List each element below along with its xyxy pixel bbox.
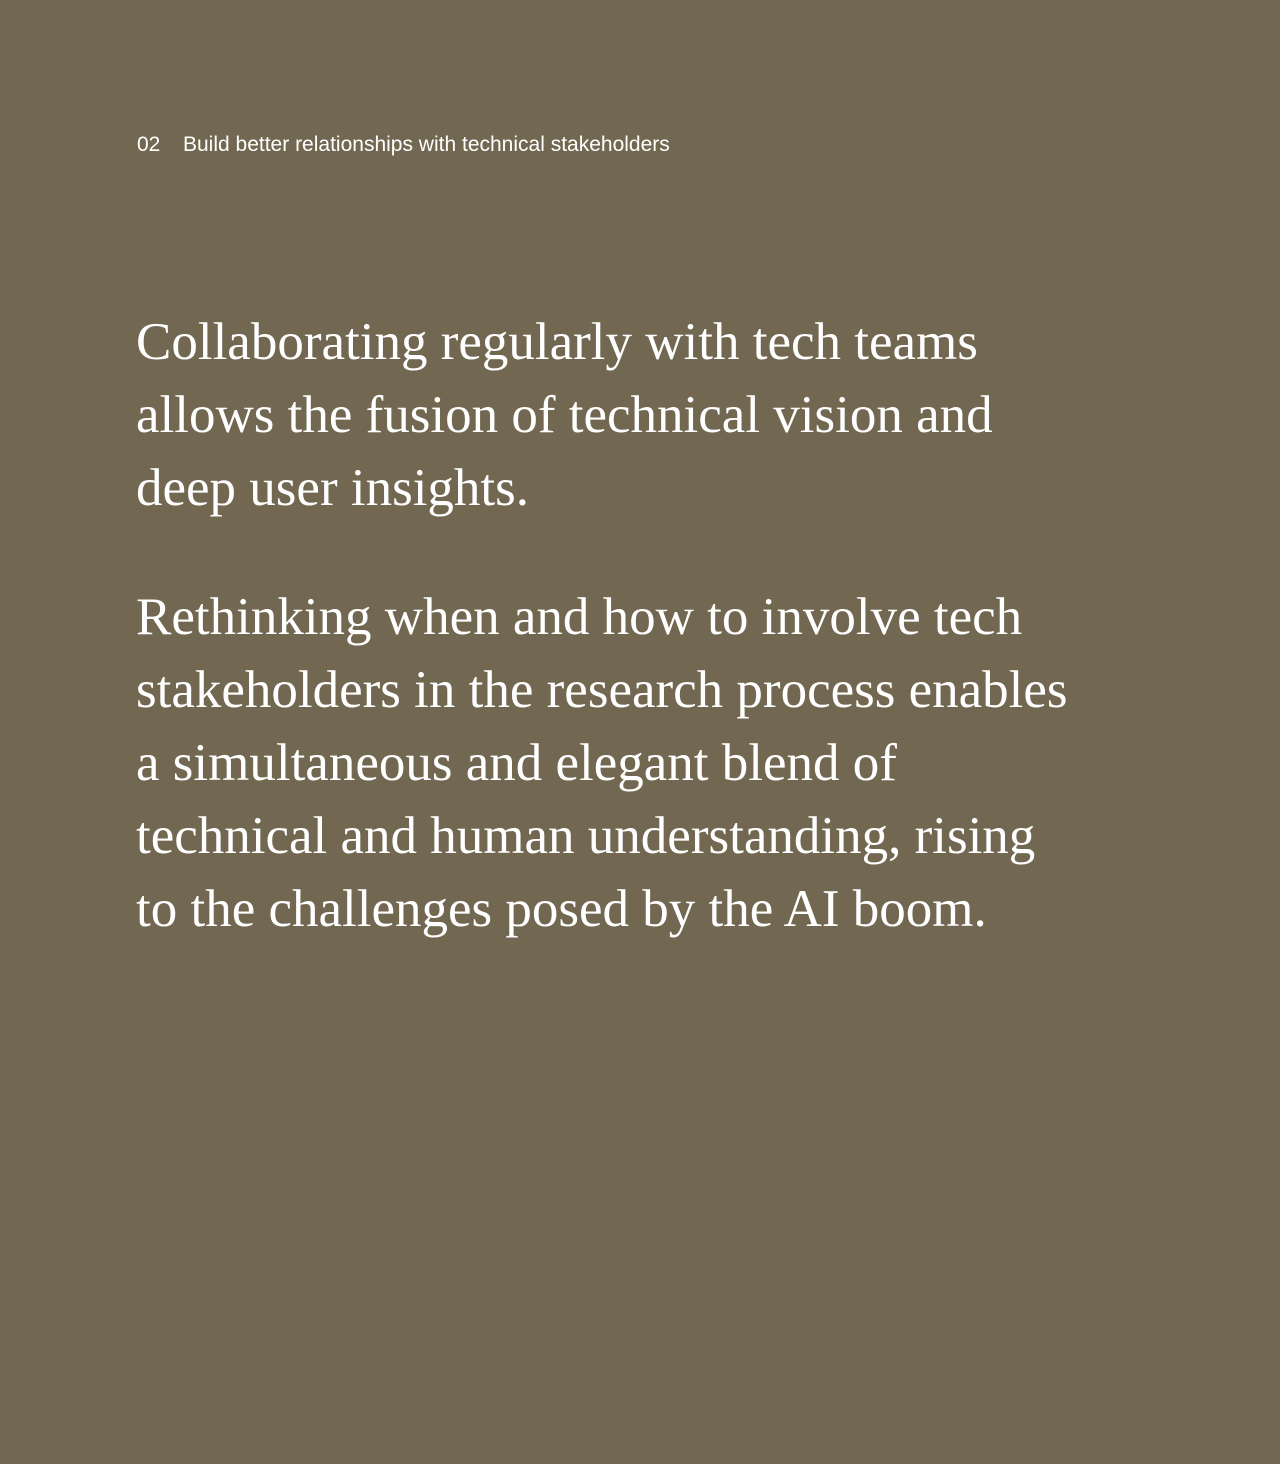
paragraph-rethinking: Rethinking when and how to involve tech stakeholders in the research process enables a simultaneous and elegant blend of technical and human understanding, rising to the challenges posed by the AI boom. <box>136 588 1068 938</box>
paragraph-collaborating: Collaborating regularly with tech teams allows the fusion of technical vision and deep user insights. <box>136 313 993 517</box>
section-header <box>137 131 670 159</box>
body-text <box>136 306 1076 946</box>
section-number: 02 <box>137 133 161 156</box>
section-title: Build better relationships with technical stakeholders <box>183 133 670 156</box>
